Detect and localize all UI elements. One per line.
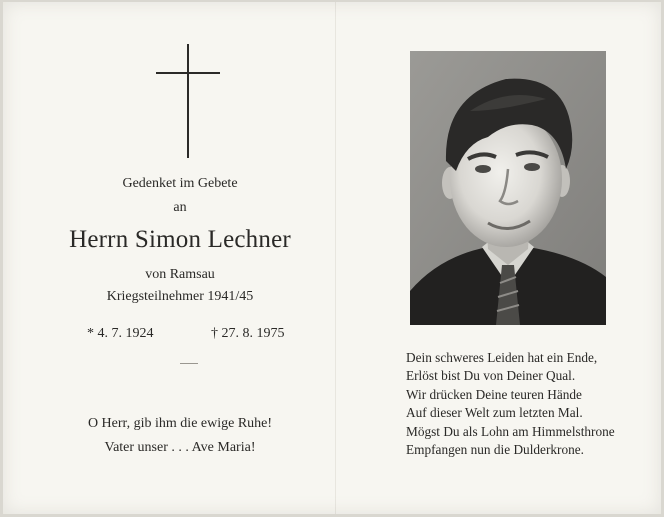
prayer-line-1: O Herr, gib ihm die ewige Ruhe! [87, 416, 273, 431]
deceased-name: Herrn Simon Lechner [69, 226, 291, 253]
birth-date: * 4. 7. 1924 [87, 326, 154, 341]
poem [406, 349, 656, 459]
card-fold [335, 2, 336, 514]
separator-line [180, 363, 198, 364]
poem-line: Dein schweres Leiden hat ein Ende, [406, 350, 598, 365]
poem-line: Erlöst bist Du von Deiner Qual. [406, 368, 576, 384]
death-date: † 27. 8. 1975 [211, 326, 285, 341]
cross-icon [156, 44, 220, 158]
origin-line: von Ramsau [145, 267, 215, 282]
poem-line: Auf dieser Welt zum letzten Mal. [406, 405, 583, 421]
intro-line-1: Gedenket im Gebete [122, 176, 238, 191]
poem-line: Empfangen nun die Dulderkrone. [406, 442, 584, 458]
poem-line: Mögst Du als Lohn am Himmelsthrone [406, 423, 615, 439]
portrait-photo [410, 51, 606, 325]
intro-line-2: an [173, 200, 187, 215]
prayer-line-2: Vater unser . . . Ave Maria! [104, 440, 256, 455]
veteran-line: Kriegsteilnehmer 1941/45 [106, 289, 254, 304]
left-panel [10, 0, 330, 517]
poem-line: Wir drücken Deine teuren Hände [406, 386, 582, 402]
